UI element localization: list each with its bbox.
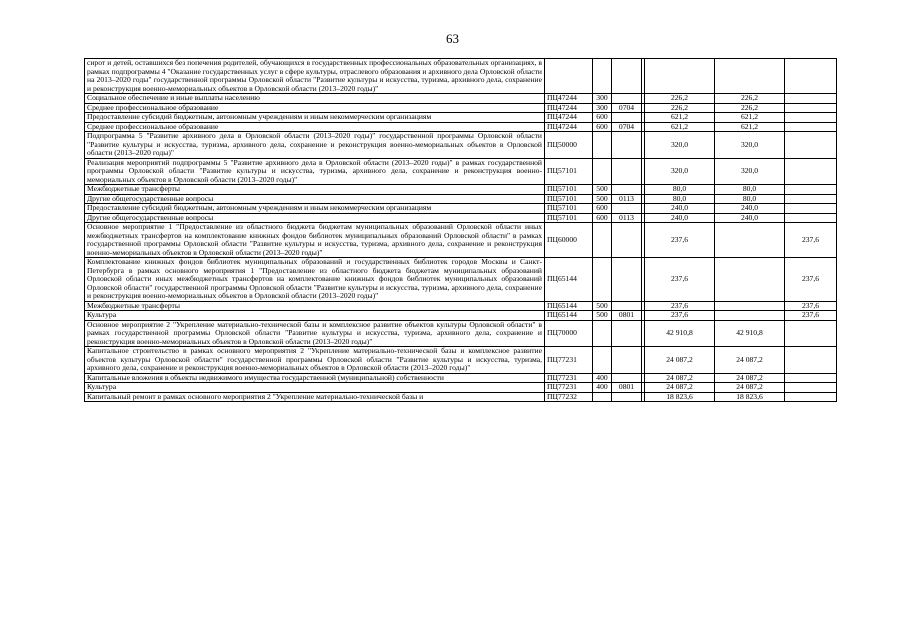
row-name: Реализация мероприятий подпрограммы 5 "Развитие архивного дела в Орловской области (2013–2020 годы)" в рамках государственной программы Орловской области "Развитие культуры и искусства, туризма, архивного дела, сохранение и реконструкция военно-мемориальных объектов в Орловской области (2013–2020 годы)" <box>85 158 545 185</box>
row-amount-1: 621,2 <box>645 122 715 132</box>
table-row <box>85 258 837 302</box>
row-amount-3: 237,6 <box>785 301 837 311</box>
row-amount-1: 237,6 <box>645 223 715 258</box>
table-row <box>85 204 837 214</box>
row-name: Предоставление субсидий бюджетным, автономным учреждениям и иным некоммерческим организациям <box>85 113 545 123</box>
row-amount-1: 24 087,2 <box>645 383 715 393</box>
row-name: сирот и детей, оставшихся без попечения родителей, обучающихся в государственных профессиональных образовательных организациях, в рамках подпрограммы 4 "Оказание государственных услуг в сфере культуры, отраслевого образования и архивного дела Орловской области на 2013–2020 годы" государственной программы Орловской области "Развитие культуры и искусства, туризма, архивного дела, сохранение и реконструкция военно-мемориальных объектов в Орловской области (2013–2020 годы)" <box>85 59 545 94</box>
row-amount-3 <box>785 373 837 383</box>
row-section <box>612 113 642 123</box>
row-expense-type: 300 <box>593 94 612 104</box>
row-amount-3 <box>785 392 837 402</box>
row-amount-3: 237,6 <box>785 311 837 321</box>
row-expense-type: 600 <box>593 122 612 132</box>
row-expense-type <box>593 258 612 302</box>
row-code: ПЦ77231 <box>545 347 593 374</box>
row-expense-type: 600 <box>593 113 612 123</box>
row-expense-type: 500 <box>593 185 612 195</box>
table-row <box>85 392 837 402</box>
row-section <box>612 320 642 347</box>
row-amount-3: 237,6 <box>785 258 837 302</box>
row-amount-1: 237,6 <box>645 311 715 321</box>
row-expense-type: 400 <box>593 373 612 383</box>
row-code <box>545 59 593 94</box>
row-section <box>612 94 642 104</box>
row-code: ПЦ57101 <box>545 158 593 185</box>
row-code: ПЦ77231 <box>545 373 593 383</box>
row-name: Межбюджетные трансферты <box>85 301 545 311</box>
row-name: Капитальное строительство в рамках основного мероприятия 2 "Укрепление материально-технической базы и комплексное развитие объектов культуры Орловской области" государственной программы Орловской области "Развитие культуры и искусства, туризма, архивного дела, сохранение и реконструкция военно-мемориальных объектов в Орловской области (2013–2020 годы)" <box>85 347 545 374</box>
row-amount-2: 80,0 <box>715 185 785 195</box>
row-section <box>612 347 642 374</box>
row-amount-2: 320,0 <box>715 132 785 159</box>
table-row <box>85 311 837 321</box>
table-row <box>85 185 837 195</box>
row-name: Межбюджетные трансферты <box>85 185 545 195</box>
row-amount-3 <box>785 383 837 393</box>
row-amount-3 <box>785 59 837 94</box>
row-code: ПЦ47244 <box>545 122 593 132</box>
row-section: 0113 <box>612 213 642 223</box>
row-amount-1: 320,0 <box>645 132 715 159</box>
row-name: Основное мероприятие 2 "Укрепление материально-технической базы и комплексное развитие объектов культуры Орловской области" в рамках государственной программы Орловской области "Развитие культуры и искусства, туризма, архивного дела, сохранение и реконструкция военно-мемориальных объектов в Орловской области (2013–2020 годы)" <box>85 320 545 347</box>
row-expense-type: 400 <box>593 383 612 393</box>
table-row <box>85 113 837 123</box>
row-expense-type: 500 <box>593 301 612 311</box>
row-name: Другие общегосударственные вопросы <box>85 194 545 204</box>
table-row <box>85 223 837 258</box>
row-amount-2 <box>715 301 785 311</box>
row-amount-1: 24 087,2 <box>645 373 715 383</box>
row-amount-2 <box>715 223 785 258</box>
row-amount-3 <box>785 113 837 123</box>
row-section <box>612 185 642 195</box>
row-amount-1: 18 823,6 <box>645 392 715 402</box>
row-amount-1: 24 087,2 <box>645 347 715 374</box>
row-code: ПЦ65144 <box>545 258 593 302</box>
row-section <box>612 132 642 159</box>
row-expense-type <box>593 132 612 159</box>
row-amount-2: 24 087,2 <box>715 383 785 393</box>
row-amount-3 <box>785 213 837 223</box>
row-amount-3 <box>785 194 837 204</box>
row-expense-type <box>593 392 612 402</box>
row-code: ПЦ57101 <box>545 213 593 223</box>
row-section: 0704 <box>612 103 642 113</box>
row-amount-3 <box>785 94 837 104</box>
row-expense-type <box>593 223 612 258</box>
row-expense-type: 300 <box>593 103 612 113</box>
row-code: ПЦ50000 <box>545 132 593 159</box>
table-row <box>85 373 837 383</box>
row-code: ПЦ65144 <box>545 301 593 311</box>
table-row <box>85 320 837 347</box>
row-expense-type: 500 <box>593 311 612 321</box>
row-name: Комплектование книжных фондов библиотек муниципальных образований и государственных библиотек городов Москвы и Санкт-Петербурга в рамках основного мероприятия 1 "Предоставление из областного бюджета бюджетам муниципальных образований Орловской области иных межбюджетных трансфертов на комплектование книжных фондов библиотек муниципальных образований Орловской области" государственной программы Орловской области "Развитие культуры и искусства, туризма, архивного дела, сохранение и реконструкция военно-мемориальных объектов в Орловской области (2013–2020 годы)" <box>85 258 545 302</box>
row-code: ПЦ47244 <box>545 113 593 123</box>
row-amount-2: 320,0 <box>715 158 785 185</box>
budget-table <box>84 58 837 402</box>
row-expense-type: 500 <box>593 194 612 204</box>
row-code: ПЦ57101 <box>545 194 593 204</box>
row-amount-2: 226,2 <box>715 103 785 113</box>
row-amount-3 <box>785 185 837 195</box>
row-name: Среднее профессиональное образование <box>85 103 545 113</box>
table-row <box>85 59 837 94</box>
row-code: ПЦ57101 <box>545 204 593 214</box>
row-amount-3 <box>785 158 837 185</box>
row-name: Капитальные вложения в объекты недвижимого имущества государственной (муниципальной) собственности <box>85 373 545 383</box>
row-code: ПЦ47244 <box>545 103 593 113</box>
table-row <box>85 383 837 393</box>
table-row <box>85 347 837 374</box>
row-name: Среднее профессиональное образование <box>85 122 545 132</box>
row-amount-1: 237,6 <box>645 301 715 311</box>
row-code: ПЦ77232 <box>545 392 593 402</box>
page-number: 63 <box>446 31 459 46</box>
row-name: Капитальный ремонт в рамках основного мероприятия 2 "Укрепление материально-технической базы и <box>85 392 545 402</box>
row-code: ПЦ70000 <box>545 320 593 347</box>
table-row <box>85 132 837 159</box>
table-row <box>85 301 837 311</box>
row-code: ПЦ77231 <box>545 383 593 393</box>
row-amount-1: 240,0 <box>645 204 715 214</box>
row-amount-2: 226,2 <box>715 94 785 104</box>
row-name: Основное мероприятие 1 "Предоставление из областного бюджета бюджетам муниципальных образований Орловской области иных межбюджетных трансфертов на комплектование книжных фондов библиотек муниципальных образований Орловской области" в рамках государственной программы Орловской области "Развитие культуры и искусства, туризма, архивного дела, сохранение и реконструкция военно-мемориальных объектов в Орловской области (2013–2020 годы)" <box>85 223 545 258</box>
row-code: ПЦ65144 <box>545 311 593 321</box>
row-amount-1: 621,2 <box>645 113 715 123</box>
row-amount-1 <box>645 59 715 94</box>
row-amount-2: 80,0 <box>715 194 785 204</box>
row-section: 0801 <box>612 383 642 393</box>
row-section: 0704 <box>612 122 642 132</box>
row-name: Культура <box>85 311 545 321</box>
row-amount-1: 240,0 <box>645 213 715 223</box>
row-amount-2: 42 910,8 <box>715 320 785 347</box>
row-amount-2: 621,2 <box>715 113 785 123</box>
row-amount-1: 80,0 <box>645 185 715 195</box>
row-expense-type <box>593 347 612 374</box>
row-expense-type <box>593 158 612 185</box>
row-name: Предоставление субсидий бюджетным, автономным учреждениям и иным некоммерческим организациям <box>85 204 545 214</box>
row-name: Социальное обеспечение и иные выплаты населению <box>85 94 545 104</box>
row-section <box>612 258 642 302</box>
row-name: Другие общегосударственные вопросы <box>85 213 545 223</box>
row-section: 0801 <box>612 311 642 321</box>
row-name: Культура <box>85 383 545 393</box>
row-code: ПЦ60000 <box>545 223 593 258</box>
row-amount-3 <box>785 122 837 132</box>
row-amount-1: 226,2 <box>645 94 715 104</box>
row-section <box>612 204 642 214</box>
budget-table-body <box>85 59 837 402</box>
row-expense-type: 600 <box>593 204 612 214</box>
row-amount-1: 320,0 <box>645 158 715 185</box>
row-amount-3 <box>785 320 837 347</box>
row-amount-3 <box>785 103 837 113</box>
table-row <box>85 94 837 104</box>
row-amount-3 <box>785 347 837 374</box>
row-section <box>612 59 642 94</box>
row-section <box>612 223 642 258</box>
row-section <box>612 392 642 402</box>
row-amount-1: 42 910,8 <box>645 320 715 347</box>
row-section <box>612 158 642 185</box>
row-section: 0113 <box>612 194 642 204</box>
row-code: ПЦ57101 <box>545 185 593 195</box>
row-amount-3: 237,6 <box>785 223 837 258</box>
row-amount-2: 24 087,2 <box>715 373 785 383</box>
row-amount-2 <box>715 59 785 94</box>
row-amount-1: 226,2 <box>645 103 715 113</box>
table-row <box>85 158 837 185</box>
row-amount-2: 24 087,2 <box>715 347 785 374</box>
row-amount-2: 18 823,6 <box>715 392 785 402</box>
row-amount-2: 240,0 <box>715 213 785 223</box>
row-code: ПЦ47244 <box>545 94 593 104</box>
row-expense-type <box>593 59 612 94</box>
row-expense-type <box>593 320 612 347</box>
row-expense-type: 600 <box>593 213 612 223</box>
row-amount-2 <box>715 258 785 302</box>
row-amount-1: 237,6 <box>645 258 715 302</box>
row-amount-2: 240,0 <box>715 204 785 214</box>
row-amount-2: 621,2 <box>715 122 785 132</box>
row-amount-1: 80,0 <box>645 194 715 204</box>
row-amount-2 <box>715 311 785 321</box>
row-amount-3 <box>785 132 837 159</box>
row-name: Подпрограмма 5 "Развитие архивного дела в Орловской области (2013–2020 годы)" государственной программы Орловской области "Развитие культуры и искусства, туризма, архивного дела, сохранение и реконструкция военно-мемориальных объектов в Орловской области (2013–2020 годы)" <box>85 132 545 159</box>
row-amount-3 <box>785 204 837 214</box>
